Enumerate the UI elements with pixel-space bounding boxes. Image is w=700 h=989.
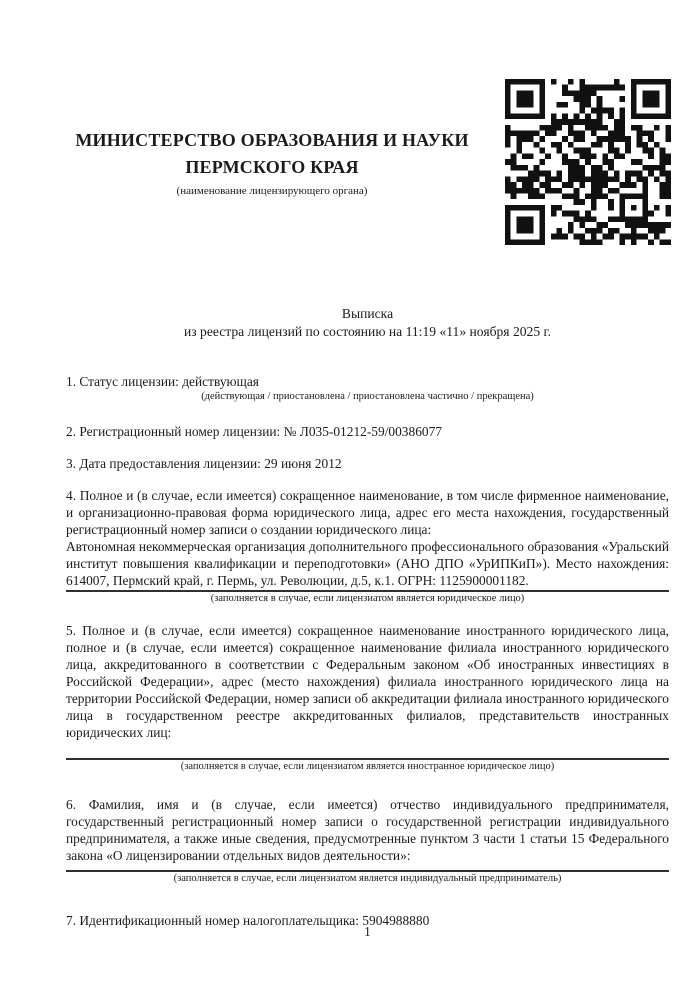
ministry-name-line2: ПЕРМСКОГО КРАЯ bbox=[185, 157, 359, 177]
document-title bbox=[66, 305, 669, 341]
grant-date: 3. Дата предоставления лицензии: 29 июня 2012 bbox=[66, 456, 342, 471]
document-title-line2: из реестра лицензий по состоянию на 11:19 «11» ноября 2025 г. bbox=[183, 324, 551, 339]
page-number: 1 bbox=[364, 924, 371, 939]
licensing-authority-block bbox=[60, 127, 484, 198]
foreign-entity-caption: (заполняется в случае, если лицензиатом является иностранное юридическое лицо) bbox=[180, 761, 555, 772]
legal-entity-question: 4. Полное и (в случае, если имеется) сокращенное наименование, в том числе фирменное наименование, и организационно-правовая форма юридического лица, адрес его места нахождения, государственный регистрационный номер записи о создании юридического лица: bbox=[66, 488, 669, 537]
entrepreneur-caption: (заполняется в случае, если лицензиатом является индивидуальный предприниматель) bbox=[173, 873, 562, 884]
document-body bbox=[66, 305, 669, 929]
qr-code bbox=[505, 79, 671, 245]
legal-entity-answer: Автономная некоммерческая организация дополнительного профессионального образования «Уральский институт повышения квалификации и переподготовки» (АНО ДПО «УрИПКиП»). Место нахождения: 614007, Пермский край, г. Пермь, ул. Революции, д.5, к.1. ОГРН: 1125900001182. bbox=[66, 539, 669, 588]
taxpayer-id: 7. Идентификационный номер налогоплательщика: 5904988880 bbox=[66, 913, 430, 928]
legal-entity-caption: (заполняется в случае, если лицензиатом является юридическое лицо) bbox=[210, 593, 525, 604]
foreign-entity-question: 5. Полное и (в случае, если имеется) сокращенное наименование иностранного юридического лица, полное и (в случае, если имеется) сокращенное наименование филиала иностранного юридического лица, аккредитованного в соответствии с Федеральным законом «Об иностранных инвестициях в Российской Федерации», адрес (место нахождения) филиала иностранного юридического лица на территории Российской Федерации, номер записи об аккредитации филиала иностранного юридического лица в государственном реестре аккредитованных филиалов, представительств иностранных юридических лиц: bbox=[66, 623, 669, 740]
qr-code-svg bbox=[505, 79, 671, 245]
legal-entity-section bbox=[66, 487, 669, 589]
entrepreneur-question: 6. Фамилия, имя и (в случае, если имеется) отчество индивидуального предпринимателя, государственный регистрационный номер записи о государственной регистрации индивидуального предпринимателя, а также иные сведения, предусмотренные пунктом 3 части 1 статьи 15 Федерального закона «О лицензировании отдельных видов деятельности»: bbox=[66, 797, 669, 863]
ministry-name-line1: МИНИСТЕРСТВО ОБРАЗОВАНИЯ И НАУКИ bbox=[75, 130, 469, 150]
license-status-options-caption: (действующая / приостановлена / приостановлена частично / прекращена) bbox=[201, 391, 534, 402]
document-title-line1: Выписка bbox=[341, 306, 394, 321]
registration-number: 2. Регистрационный номер лицензии: № Л035-01212-59/00386077 bbox=[66, 424, 442, 439]
license-status: 1. Статус лицензии: действующая bbox=[66, 374, 259, 389]
ministry-caption: (наименование лицензирующего органа) bbox=[176, 185, 368, 197]
